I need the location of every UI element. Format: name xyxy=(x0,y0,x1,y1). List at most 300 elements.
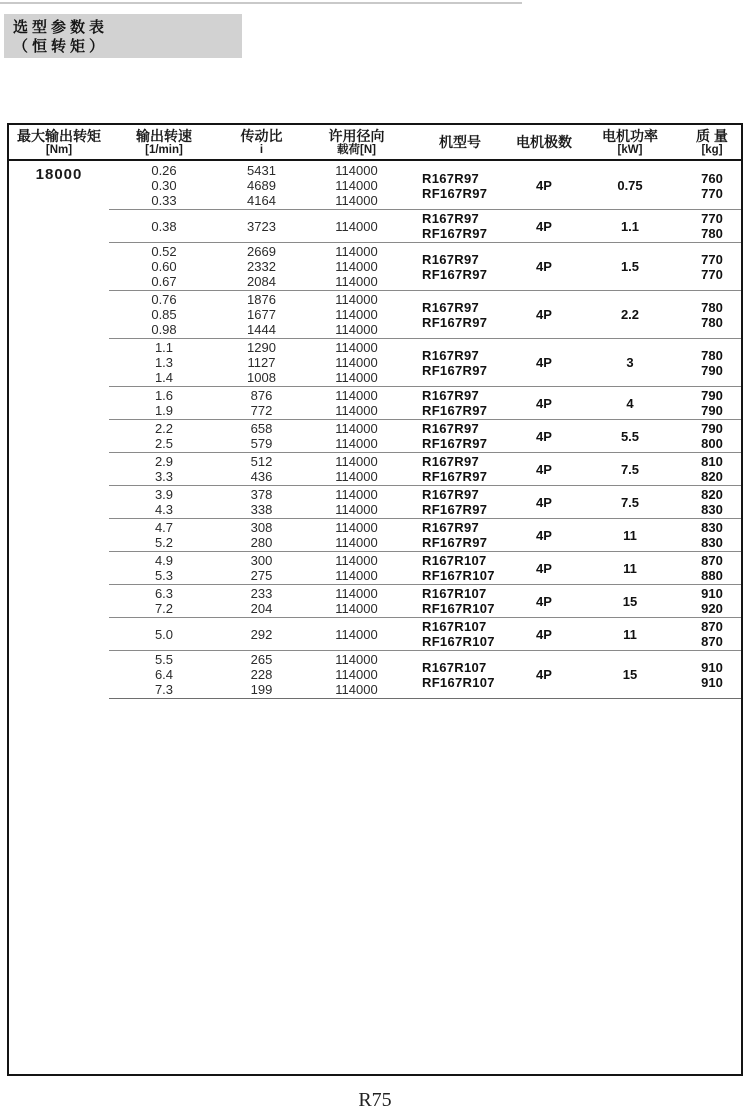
model-column xyxy=(409,292,511,337)
poles-value: 4P xyxy=(536,560,552,576)
title-line-1: 选型参数表 xyxy=(13,19,109,36)
load-value: 114000 xyxy=(335,502,378,517)
speed-value: 1.4 xyxy=(154,370,174,385)
header-unit: [kW] xyxy=(617,143,643,156)
speed-value: 5.2 xyxy=(154,535,174,550)
speed-value: 5.0 xyxy=(154,626,174,642)
weight-value: 910 xyxy=(701,674,723,690)
ratio-value: 4689 xyxy=(247,178,276,193)
header-unit: i xyxy=(259,143,264,156)
load-value: 114000 xyxy=(335,244,378,259)
load-value: 114000 xyxy=(335,355,378,370)
model-name: R167R107 xyxy=(422,553,487,568)
table-row-group xyxy=(109,209,741,242)
header-gear-ratio xyxy=(219,128,304,157)
weight-value: 770 xyxy=(701,185,723,201)
header-label: 输出转速 xyxy=(136,127,192,144)
weight-column xyxy=(683,244,741,289)
speed-value: 4.9 xyxy=(154,553,174,568)
load-value: 114000 xyxy=(335,322,378,337)
speed-value: 2.9 xyxy=(154,454,174,469)
poles-column xyxy=(511,163,577,208)
weight-column xyxy=(683,340,741,385)
weight-value: 810 xyxy=(701,454,723,469)
speed-column xyxy=(109,340,219,385)
load-value: 114000 xyxy=(335,388,378,403)
load-value: 114000 xyxy=(335,601,378,616)
load-value: 114000 xyxy=(335,682,378,697)
speed-value: 0.33 xyxy=(151,193,177,208)
model-column xyxy=(409,340,511,385)
ratio-value: 658 xyxy=(250,421,273,436)
poles-value: 4P xyxy=(536,178,552,193)
table-body xyxy=(9,161,741,699)
model-column xyxy=(409,652,511,697)
power-column xyxy=(577,244,683,289)
speed-value: 1.9 xyxy=(154,403,174,418)
model-column xyxy=(409,520,511,550)
header-label: 电机功率 xyxy=(602,127,658,144)
power-value: 2.2 xyxy=(620,307,640,322)
weight-value: 770 xyxy=(701,266,723,282)
speed-value: 0.60 xyxy=(151,259,177,274)
poles-value: 4P xyxy=(536,494,552,510)
table-row-group xyxy=(109,650,741,698)
speed-value: 3.3 xyxy=(154,469,174,484)
load-column xyxy=(304,586,409,616)
weight-value: 820 xyxy=(701,487,723,502)
load-column xyxy=(304,421,409,451)
power-column xyxy=(577,619,683,649)
row-groups xyxy=(109,161,741,699)
speed-value: 0.85 xyxy=(151,307,177,322)
load-column xyxy=(304,652,409,697)
weight-column xyxy=(683,454,741,484)
load-value: 114000 xyxy=(335,178,378,193)
poles-column xyxy=(511,487,577,517)
model-column xyxy=(409,454,511,484)
ratio-value: 876 xyxy=(250,388,273,403)
speed-column xyxy=(109,520,219,550)
load-column xyxy=(304,292,409,337)
speed-value: 7.2 xyxy=(154,601,174,616)
power-column xyxy=(577,292,683,337)
load-value: 114000 xyxy=(335,218,378,234)
ratio-column xyxy=(219,163,304,208)
weight-value: 870 xyxy=(701,634,723,649)
model-name: RF167R97 xyxy=(422,535,488,550)
header-motor-power xyxy=(577,128,683,157)
poles-column xyxy=(511,244,577,289)
model-name: RF167R107 xyxy=(422,634,495,649)
speed-value: 7.3 xyxy=(154,682,174,697)
model-name: R167R97 xyxy=(422,520,480,535)
ratio-column xyxy=(219,211,304,241)
speed-value: 4.3 xyxy=(154,502,174,517)
power-value: 15 xyxy=(622,667,638,682)
header-label: 质 量 xyxy=(696,127,728,144)
load-value: 114000 xyxy=(335,436,378,451)
ratio-value: 2669 xyxy=(247,244,276,259)
ratio-value: 3723 xyxy=(247,218,276,234)
model-name: R167R97 xyxy=(422,251,480,267)
header-label: 电机极数 xyxy=(516,134,572,150)
model-column xyxy=(409,244,511,289)
model-column xyxy=(409,163,511,208)
model-column xyxy=(409,553,511,583)
weight-value: 790 xyxy=(701,362,723,378)
load-value: 114000 xyxy=(335,259,378,274)
power-column xyxy=(577,163,683,208)
poles-column xyxy=(511,553,577,583)
model-column xyxy=(409,586,511,616)
speed-value: 3.9 xyxy=(154,487,174,502)
ratio-value: 199 xyxy=(250,682,273,697)
load-value: 114000 xyxy=(335,193,378,208)
load-value: 114000 xyxy=(335,163,378,178)
weight-value: 870 xyxy=(701,619,723,634)
ratio-value: 265 xyxy=(250,652,273,667)
ratio-value: 1008 xyxy=(247,370,276,385)
weight-value: 920 xyxy=(701,601,723,616)
title-box xyxy=(4,14,242,58)
ratio-column xyxy=(219,520,304,550)
power-column xyxy=(577,340,683,385)
page-number: R75 xyxy=(358,1089,392,1111)
header-unit: 载荷[N] xyxy=(337,143,376,156)
load-value: 114000 xyxy=(335,307,378,322)
poles-column xyxy=(511,520,577,550)
table-row-group xyxy=(109,485,741,518)
ratio-value: 275 xyxy=(250,568,273,583)
weight-value: 830 xyxy=(701,502,723,517)
weight-value: 800 xyxy=(701,436,723,451)
header-label: 最大输出转矩 xyxy=(17,127,101,144)
speed-column xyxy=(109,487,219,517)
table-row-group xyxy=(109,551,741,584)
table-header-row xyxy=(9,125,741,161)
poles-value: 4P xyxy=(536,626,552,642)
model-name: RF167R107 xyxy=(422,568,495,583)
model-name: RF167R97 xyxy=(422,362,488,378)
load-value: 114000 xyxy=(335,487,378,502)
poles-value: 4P xyxy=(536,307,552,322)
power-column xyxy=(577,421,683,451)
poles-value: 4P xyxy=(536,593,552,609)
load-value: 114000 xyxy=(335,403,378,418)
ratio-value: 1444 xyxy=(247,322,276,337)
header-model xyxy=(409,134,511,150)
ratio-value: 579 xyxy=(250,436,273,451)
table-row-group xyxy=(109,419,741,452)
header-output-speed xyxy=(109,128,219,157)
model-column xyxy=(409,211,511,241)
speed-column xyxy=(109,421,219,451)
weight-column xyxy=(683,487,741,517)
model-name: RF167R97 xyxy=(422,403,488,418)
power-column xyxy=(577,586,683,616)
weight-column xyxy=(683,553,741,583)
poles-column xyxy=(511,421,577,451)
model-name: RF167R107 xyxy=(422,674,495,690)
ratio-column xyxy=(219,421,304,451)
ratio-value: 228 xyxy=(250,667,273,682)
load-column xyxy=(304,388,409,418)
weight-value: 780 xyxy=(701,299,723,315)
load-value: 114000 xyxy=(335,370,378,385)
speed-value: 1.1 xyxy=(154,340,174,355)
weight-value: 790 xyxy=(701,421,723,436)
weight-column xyxy=(683,421,741,451)
model-column xyxy=(409,619,511,649)
load-column xyxy=(304,244,409,289)
power-column xyxy=(577,454,683,484)
speed-value: 0.98 xyxy=(151,322,177,337)
poles-value: 4P xyxy=(536,218,552,234)
header-label: 机型号 xyxy=(439,134,481,150)
table-row-group xyxy=(109,452,741,485)
table-row-group xyxy=(109,584,741,617)
model-name: RF167R97 xyxy=(422,266,488,282)
weight-column xyxy=(683,652,741,697)
poles-column xyxy=(511,454,577,484)
weight-value: 760 xyxy=(701,170,723,186)
header-unit: [kg] xyxy=(701,143,723,156)
speed-value: 4.7 xyxy=(154,520,174,535)
weight-column xyxy=(683,586,741,616)
ratio-value: 1677 xyxy=(247,307,276,322)
ratio-column xyxy=(219,652,304,697)
header-mass xyxy=(683,128,741,157)
power-value: 7.5 xyxy=(620,494,640,510)
speed-column xyxy=(109,652,219,697)
ratio-value: 1127 xyxy=(247,355,276,370)
load-value: 114000 xyxy=(335,454,378,469)
weight-value: 790 xyxy=(701,388,723,403)
poles-value: 4P xyxy=(536,527,552,543)
power-value: 0.75 xyxy=(617,178,643,193)
poles-column xyxy=(511,211,577,241)
speed-column xyxy=(109,292,219,337)
model-name: R167R107 xyxy=(422,586,487,601)
ratio-column xyxy=(219,340,304,385)
ratio-value: 308 xyxy=(250,520,273,535)
ratio-column xyxy=(219,244,304,289)
weight-column xyxy=(683,211,741,241)
weight-column xyxy=(683,163,741,208)
ratio-column xyxy=(219,553,304,583)
speed-value: 0.38 xyxy=(151,218,177,234)
ratio-value: 1876 xyxy=(247,292,276,307)
model-name: RF167R97 xyxy=(422,436,488,451)
poles-column xyxy=(511,652,577,697)
power-value: 11 xyxy=(623,626,637,642)
weight-column xyxy=(683,619,741,649)
poles-value: 4P xyxy=(536,461,552,477)
speed-value: 2.2 xyxy=(154,421,174,436)
model-column xyxy=(409,487,511,517)
ratio-column xyxy=(219,292,304,337)
header-motor-poles xyxy=(511,134,577,150)
speed-value: 6.4 xyxy=(154,667,174,682)
ratio-value: 2084 xyxy=(247,274,276,289)
load-value: 114000 xyxy=(335,340,378,355)
load-value: 114000 xyxy=(335,652,378,667)
speed-value: 6.3 xyxy=(154,586,174,601)
power-column xyxy=(577,211,683,241)
load-value: 114000 xyxy=(335,568,378,583)
ratio-value: 378 xyxy=(250,487,273,502)
model-name: R167R97 xyxy=(422,170,480,186)
power-value: 11 xyxy=(623,560,637,576)
weight-column xyxy=(683,520,741,550)
weight-value: 830 xyxy=(701,535,723,550)
model-name: R167R97 xyxy=(422,487,480,502)
poles-column xyxy=(511,340,577,385)
speed-column xyxy=(109,163,219,208)
load-column xyxy=(304,553,409,583)
weight-value: 820 xyxy=(701,469,723,484)
speed-value: 0.67 xyxy=(151,274,177,289)
power-column xyxy=(577,652,683,697)
speed-value: 2.5 xyxy=(154,436,174,451)
poles-column xyxy=(511,619,577,649)
power-value: 1.5 xyxy=(620,259,640,274)
model-name: R167R97 xyxy=(422,454,480,469)
speed-column xyxy=(109,211,219,241)
ratio-value: 233 xyxy=(250,586,273,601)
load-value: 114000 xyxy=(335,553,378,568)
weight-value: 910 xyxy=(701,586,723,601)
model-name: R167R97 xyxy=(422,299,480,315)
load-value: 114000 xyxy=(335,292,378,307)
model-name: RF167R107 xyxy=(422,601,495,616)
ratio-column xyxy=(219,586,304,616)
speed-value: 1.6 xyxy=(154,388,174,403)
load-column xyxy=(304,487,409,517)
power-value: 4 xyxy=(626,395,634,411)
power-value: 1.1 xyxy=(620,218,640,234)
top-rule xyxy=(0,2,522,4)
table-row-group xyxy=(109,518,741,551)
speed-value: 0.52 xyxy=(151,244,177,259)
power-value: 11 xyxy=(623,527,637,543)
power-column xyxy=(577,553,683,583)
model-name: R167R97 xyxy=(422,388,480,403)
weight-value: 770 xyxy=(701,211,723,226)
ratio-value: 512 xyxy=(250,454,273,469)
speed-value: 5.5 xyxy=(154,652,174,667)
model-name: RF167R97 xyxy=(422,185,488,201)
weight-value: 910 xyxy=(701,659,723,675)
model-name: RF167R97 xyxy=(422,314,488,330)
ratio-value: 2332 xyxy=(247,259,276,274)
weight-value: 770 xyxy=(701,251,723,267)
speed-value: 5.3 xyxy=(154,568,174,583)
ratio-column xyxy=(219,619,304,649)
speed-value: 0.26 xyxy=(151,163,177,178)
model-name: R167R97 xyxy=(422,347,480,363)
model-column xyxy=(409,388,511,418)
table-row-group xyxy=(109,386,741,419)
ratio-column xyxy=(219,388,304,418)
table-row-group xyxy=(109,290,741,338)
speed-column xyxy=(109,586,219,616)
load-value: 114000 xyxy=(335,667,378,682)
ratio-value: 300 xyxy=(250,553,273,568)
model-name: RF167R97 xyxy=(422,469,488,484)
weight-value: 780 xyxy=(701,314,723,330)
poles-value: 4P xyxy=(536,395,552,411)
weight-value: 830 xyxy=(701,520,723,535)
header-radial-load xyxy=(304,128,409,157)
table-row-group xyxy=(109,617,741,650)
speed-column xyxy=(109,619,219,649)
load-value: 114000 xyxy=(335,274,378,289)
poles-value: 4P xyxy=(536,667,552,682)
load-value: 114000 xyxy=(335,626,378,642)
load-column xyxy=(304,454,409,484)
load-column xyxy=(304,619,409,649)
header-unit: [1/min] xyxy=(145,143,183,156)
model-name: R167R107 xyxy=(422,619,487,634)
table-row-group xyxy=(109,162,741,209)
power-column xyxy=(577,388,683,418)
ratio-column xyxy=(219,454,304,484)
load-value: 114000 xyxy=(335,421,378,436)
weight-value: 880 xyxy=(701,568,723,583)
load-column xyxy=(304,211,409,241)
load-column xyxy=(304,163,409,208)
weight-value: 790 xyxy=(701,403,723,418)
title-line-2: （恒转矩） xyxy=(13,38,109,55)
load-column xyxy=(304,520,409,550)
weight-value: 780 xyxy=(701,226,723,241)
ratio-value: 1290 xyxy=(247,340,276,355)
model-name: R167R107 xyxy=(422,659,487,675)
speed-value: 0.30 xyxy=(151,178,177,193)
poles-column xyxy=(511,388,577,418)
ratio-value: 280 xyxy=(250,535,273,550)
power-value: 7.5 xyxy=(620,461,640,477)
power-column xyxy=(577,487,683,517)
power-value: 5.5 xyxy=(620,428,640,444)
speed-column xyxy=(109,454,219,484)
ratio-value: 772 xyxy=(250,403,273,418)
ratio-value: 204 xyxy=(250,601,273,616)
model-name: RF167R97 xyxy=(422,502,488,517)
weight-column xyxy=(683,388,741,418)
speed-value: 0.76 xyxy=(151,292,177,307)
header-label: 许用径向 xyxy=(328,127,385,144)
weight-value: 780 xyxy=(701,347,723,363)
load-value: 114000 xyxy=(335,535,378,550)
power-value: 3 xyxy=(626,355,634,370)
max-torque-value: 18000 xyxy=(35,166,83,183)
poles-value: 4P xyxy=(536,428,552,444)
poles-column xyxy=(511,586,577,616)
speed-value: 1.3 xyxy=(154,355,174,370)
speed-column xyxy=(109,244,219,289)
header-unit: [Nm] xyxy=(45,143,73,156)
model-name: R167R97 xyxy=(422,211,480,226)
load-value: 114000 xyxy=(335,520,378,535)
poles-value: 4P xyxy=(536,259,552,274)
weight-column xyxy=(683,292,741,337)
selection-parameter-table xyxy=(7,123,743,1076)
ratio-value: 292 xyxy=(250,626,273,642)
speed-column xyxy=(109,553,219,583)
